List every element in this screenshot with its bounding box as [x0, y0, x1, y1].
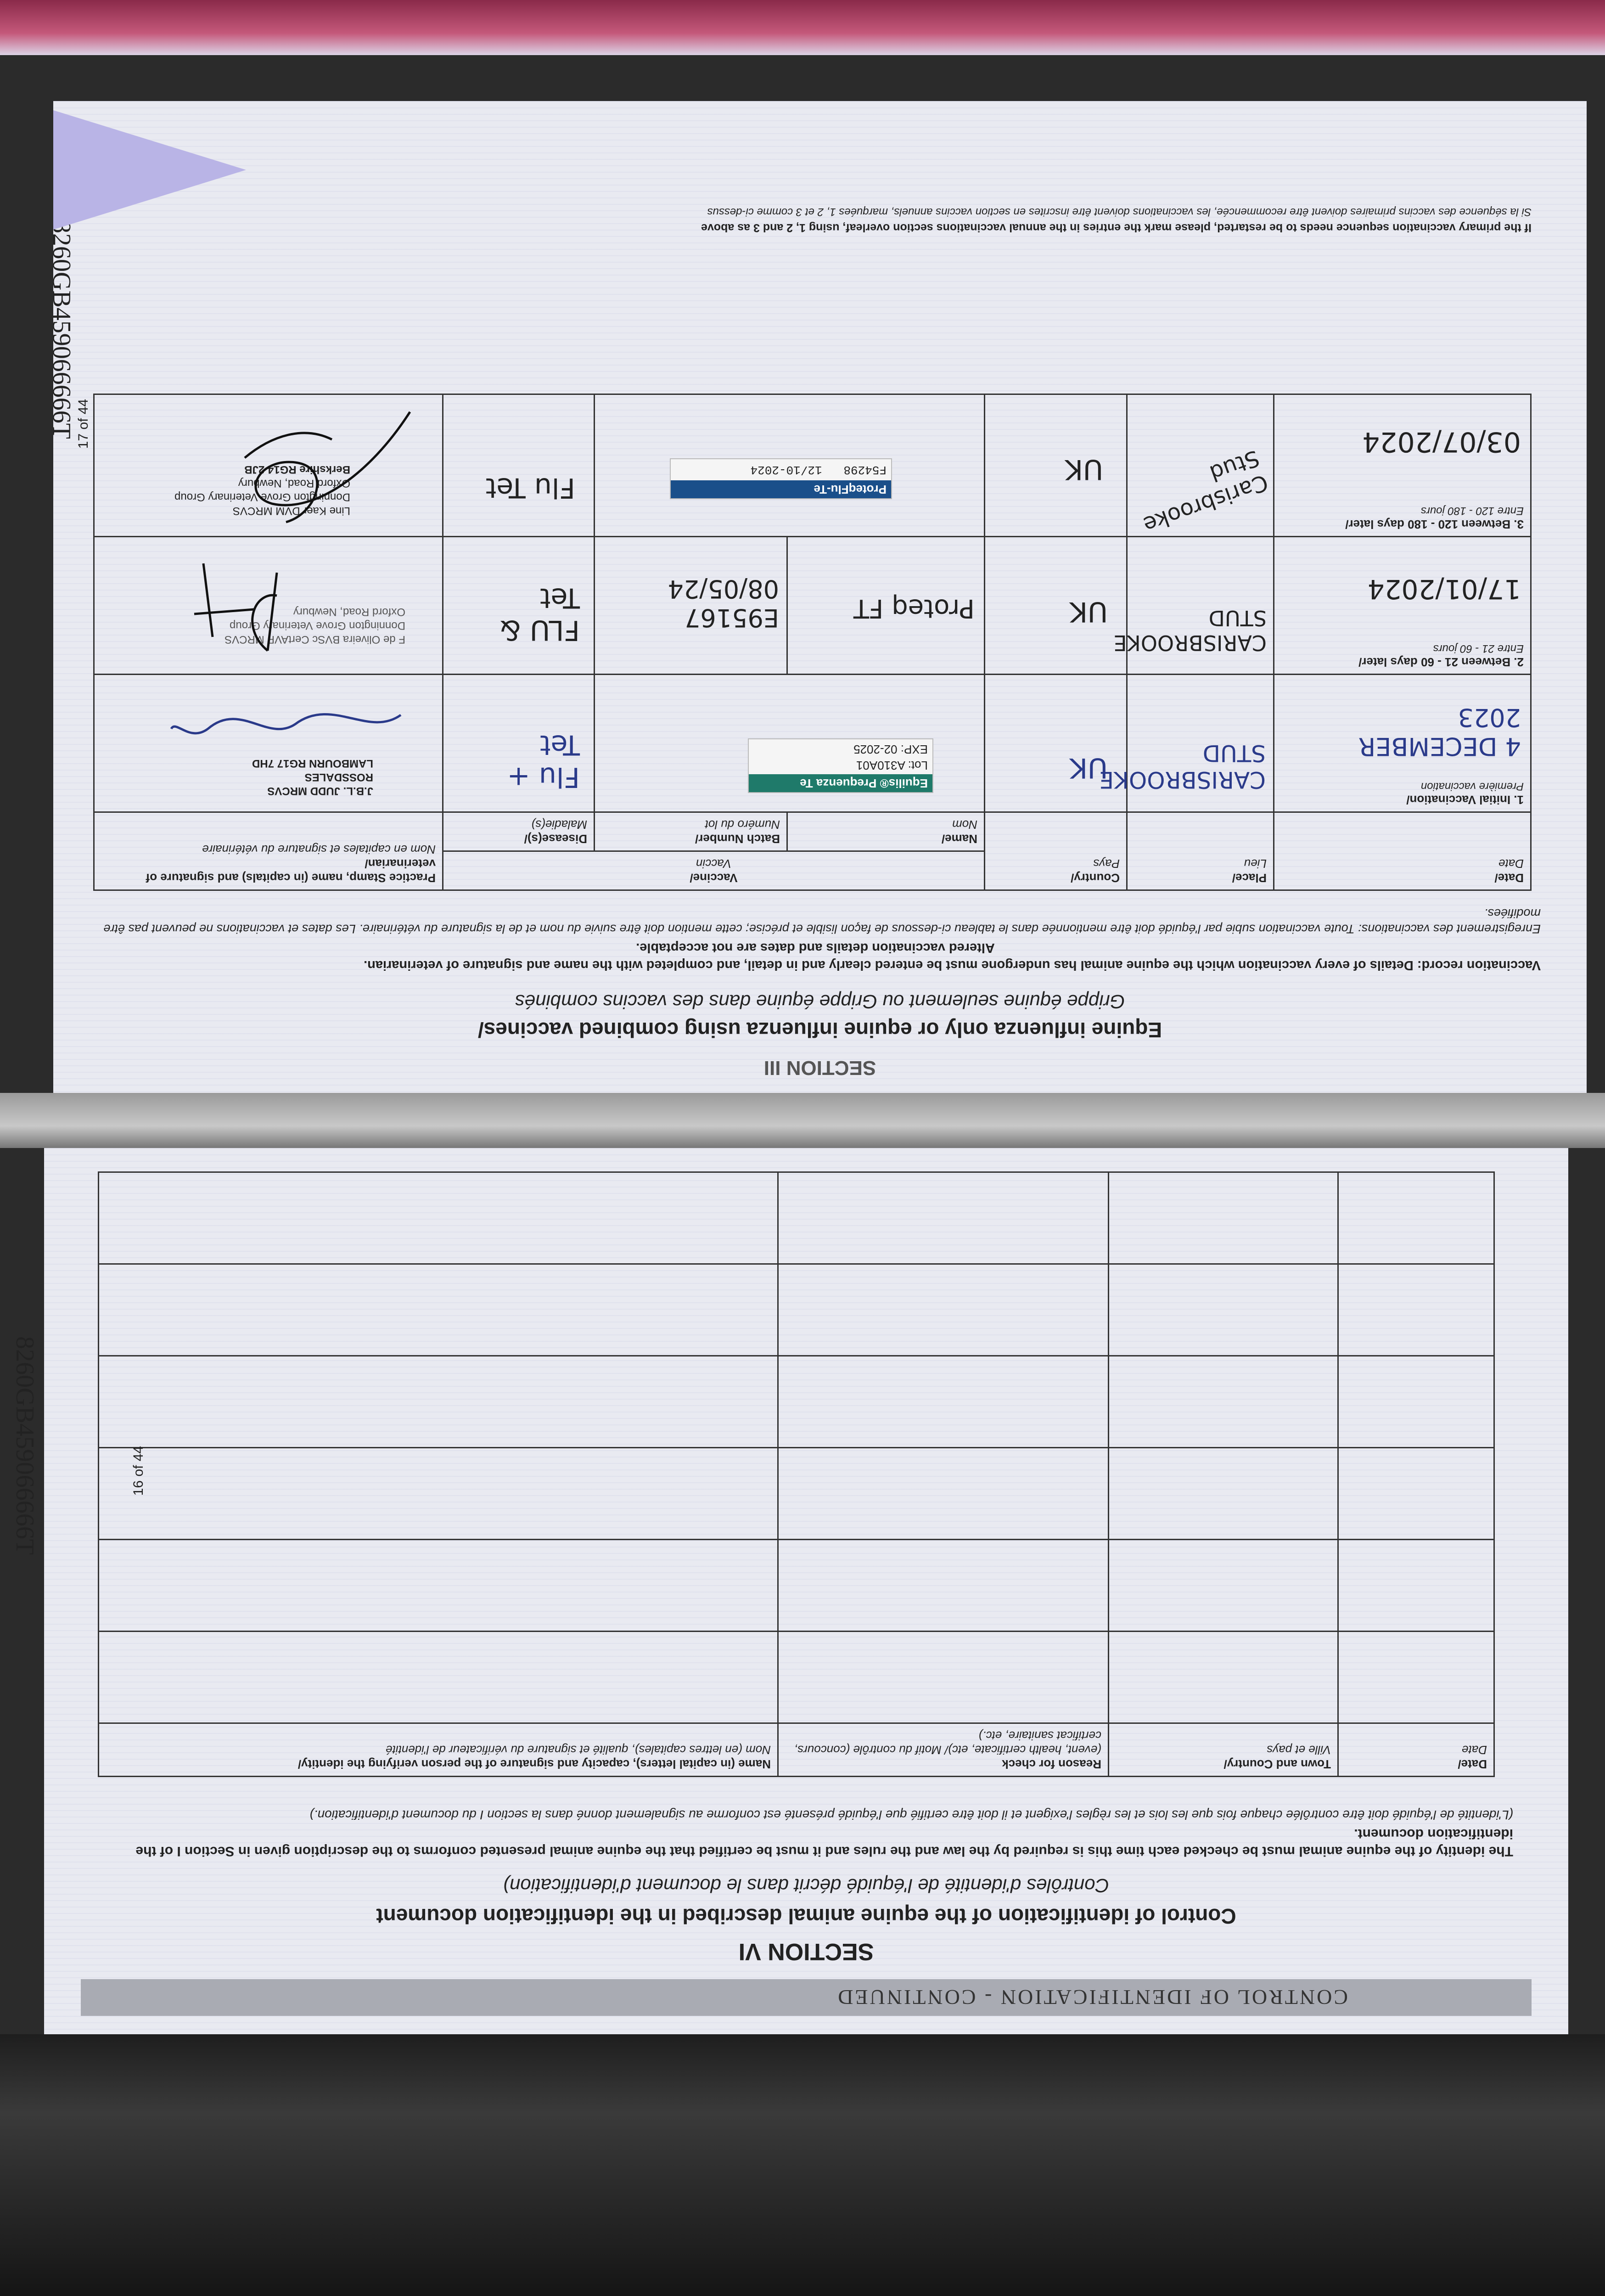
vx-col-practice: Practice Stamp, name (in capitals) and signature of veterinarian/ Nom en capitales et signature du vétérinaire	[94, 812, 443, 890]
section-iii-document-id: 8260GB459066666T	[47, 220, 76, 439]
section-vi-document-id: 8260GB459066666T	[11, 1336, 39, 1555]
vx-row2-disease-cell	[443, 537, 594, 675]
booklet-rotated	[0, 55, 1605, 2034]
altered-note: Altered vaccination details and dates are not acceptable.	[636, 940, 995, 955]
section-vi-page	[11, 1148, 1568, 2034]
vx-row2-disease: FLU & Tet	[499, 582, 580, 646]
restart-footnote: If the primary vaccination sequence needs to be restarted, please mark the entries in the annual vaccinations section overleaf, using 1, 2 and 3 as above	[701, 221, 1532, 234]
section-vi-intro: The identity of the equine animal must be checked each time this is required by the law and the rules and it must be certified that the equine animal presented conforms to the description given in Section I of the identification document.	[135, 1826, 1513, 1859]
col-date: Date/ Date	[1338, 1723, 1494, 1777]
identity-check-table	[98, 1171, 1495, 1777]
vx-col-place: Place/ Lieu	[1127, 812, 1274, 890]
vx-row3-place-cell	[1127, 394, 1274, 537]
section-vi-page-number: 16 of 44	[130, 1446, 146, 1496]
vx-row2-date: 17/01/2024	[1367, 574, 1521, 605]
section-vi-title: Control of identification of the equine animal described in the identification document	[376, 1904, 1236, 1928]
vx-row3-date-cell: 3. Between 120 - 180 days later/ Entre 120 - 180 jours 03/07/2024	[1274, 394, 1531, 537]
vx-row2-signature	[176, 550, 295, 664]
vx-row2-date-cell: 2. Between 21 - 60 days later/ Entre 21 - 60 jours 17/01/2024	[1274, 537, 1531, 675]
section-iii-label: SECTION III	[763, 1057, 876, 1079]
vx-row3-signature	[231, 398, 424, 531]
vx-row1-stamp: J.B.L. JUDD MRCVS ROSSDALES LAMBOURN RG17 7HD	[252, 757, 373, 797]
vx-row2-batch-cell	[595, 537, 787, 675]
vx-row1-vaccine-cell	[595, 675, 985, 812]
section-iii-page-number: 17 of 44	[75, 399, 91, 449]
booklet-spine	[0, 1093, 1605, 1148]
vx-row1-place: CARISBROOKE STUD	[1099, 740, 1266, 793]
vx-row2-practice-cell	[94, 537, 443, 675]
vaccination-table	[93, 394, 1532, 891]
col-verifier: Name (in capital letters), capacity and signature of the person verifying the identity/ Nom (en lettres capitales), qualité et signature du vérificateur de l'identité	[99, 1723, 778, 1777]
vx-row1-practice-cell	[94, 675, 443, 812]
section-iii-title-fr: Grippe équine seulement ou Grippe équine dans des vaccins combinés	[515, 991, 1125, 1013]
vx-row1-sticker: Equilis® Prequenza Te Lot: A310A01 EXP: 02-2025	[748, 738, 933, 793]
section-vi-title-fr: Contrôles d'identité de l'équidé décrit dans le document d'identification)	[503, 1875, 1109, 1896]
vx-col-disease: Disease(s)/ Maladie(s)	[443, 812, 594, 851]
vx-row3-practice-cell	[94, 394, 443, 537]
vx-row1-disease: Flu + Tet	[507, 729, 580, 793]
section-iii-title: Equine influenza only or equine influenza using combined vaccines/	[477, 1018, 1162, 1042]
section-vi-banner: CONTROL OF IDENTIFICATION - CONTINUED	[81, 1979, 1532, 2016]
vx-row1-date: 4 DECEMBER 2023	[1358, 703, 1521, 761]
section-vi-intro-fr: (L'identité de l'équidé doit être contrôlée chaque fois que les lois et les règles l'exigent et il doit être certifié que l'équidé présenté est conforme au signalement donné dans la section I du document d'identification.)	[309, 1808, 1513, 1822]
vx-row3-place: Carisbrooke Stud	[1139, 445, 1272, 538]
col-reason: Reason for check (event, health certificate, etc)/ Motif du contrôle (concours, certificat sanitaire, etc.)	[778, 1723, 1109, 1777]
section-iii-page	[47, 101, 1587, 1093]
vx-row1-country-cell	[985, 675, 1127, 812]
vx-row1-signature	[167, 687, 405, 756]
vx-col-batch: Batch Number/ Numéro du lot	[595, 812, 787, 851]
booklet-cover-edge	[0, 2034, 1605, 2296]
vx-row2-country: UK	[1069, 596, 1108, 628]
vaccination-header-row	[94, 851, 1531, 890]
vx-col-country: Country/ Pays	[985, 812, 1127, 890]
vaccination-record-note-fr: Enregistrement des vaccinations: Toute vaccination subie par l'équidé doit être mentionnée dans le tableau ci-dessous de façon lisible et précise; cette mention doit être suivie du nom et de la signature du vétérinaire. Les dates et vaccinations ne peuvent pas être modifiées.	[103, 906, 1541, 936]
section-vi-label: SECTION VI	[738, 1938, 874, 1965]
vx-row2-place-cell	[1113, 537, 1274, 675]
vx-row3-country: UK	[1065, 453, 1103, 485]
vx-row2-stamp: F de Oliveira BVSc CertAVP MRCVS Donnington Grove Veterinary Group Oxford Road, Newbury	[224, 606, 405, 646]
vx-row1-disease-cell	[443, 675, 594, 812]
vaccination-record-note: Vaccination record: Details of every vaccination which the equine animal has undergone must be entered clearly and in detail, and completed with the name and signature of veterinarian.	[364, 958, 1541, 973]
vx-row3-vaccine-cell	[595, 394, 985, 537]
vx-row3-disease: Flu Tet	[485, 472, 575, 504]
vx-row2-place: CARISBROOKE STUD	[1113, 606, 1267, 655]
page-fold-tab	[53, 110, 246, 230]
col-town-country: Town and Country/ Ville et pays	[1109, 1723, 1338, 1777]
vx-row3-date: 03/07/2024	[1362, 426, 1521, 458]
vx-col-name: Name/ Nom	[787, 812, 985, 851]
table-row	[99, 1632, 1494, 1723]
vx-row1-country: UK	[1069, 752, 1108, 784]
vx-row2-vaccine-name: Proteq FT	[853, 593, 975, 623]
table-row	[99, 1172, 1494, 1264]
table-row	[99, 1448, 1494, 1540]
vx-row3-country-cell	[985, 394, 1127, 537]
vx-row1-place-cell	[1099, 675, 1274, 812]
table-row	[99, 1540, 1494, 1632]
table-row	[99, 1356, 1494, 1448]
vaccination-row-initial	[94, 675, 1531, 812]
booklet-top-edge	[0, 0, 1605, 55]
vx-row2-country-cell	[985, 537, 1127, 675]
restart-footnote-fr: Si la séquence des vaccins primaires doivent être recommencée, les vaccinations doivent être inscrites en section vaccins annuels, marquées 1, 2 et 3 comme ci-dessus	[707, 206, 1532, 218]
vaccination-row-third	[94, 394, 1531, 537]
vaccination-row-second	[94, 537, 1531, 675]
vx-row3-disease-cell	[443, 394, 594, 537]
vx-col-date: Date/ Date	[1274, 812, 1531, 890]
vx-row3-stamp: Line Kaer DVM MRCVS Donnington Grove Veterinary Group Oxford Road, Newbury Berkshire RG14 2JB	[174, 463, 350, 517]
table-row	[99, 1264, 1494, 1356]
vx-col-vaccine: Vaccine/ Vaccin	[443, 851, 984, 890]
vx-row1-date-cell: 1. Initial Vaccination/ Première vaccination 4 DECEMBER 2023	[1274, 675, 1531, 812]
vx-row2-batch: E95167 08/05/24	[668, 574, 779, 632]
vx-row2-name-cell	[787, 537, 985, 675]
vx-row3-sticker: ProteqFlu-Te F54298 12/10-2024	[670, 458, 892, 499]
table-header-row	[99, 1723, 1494, 1777]
